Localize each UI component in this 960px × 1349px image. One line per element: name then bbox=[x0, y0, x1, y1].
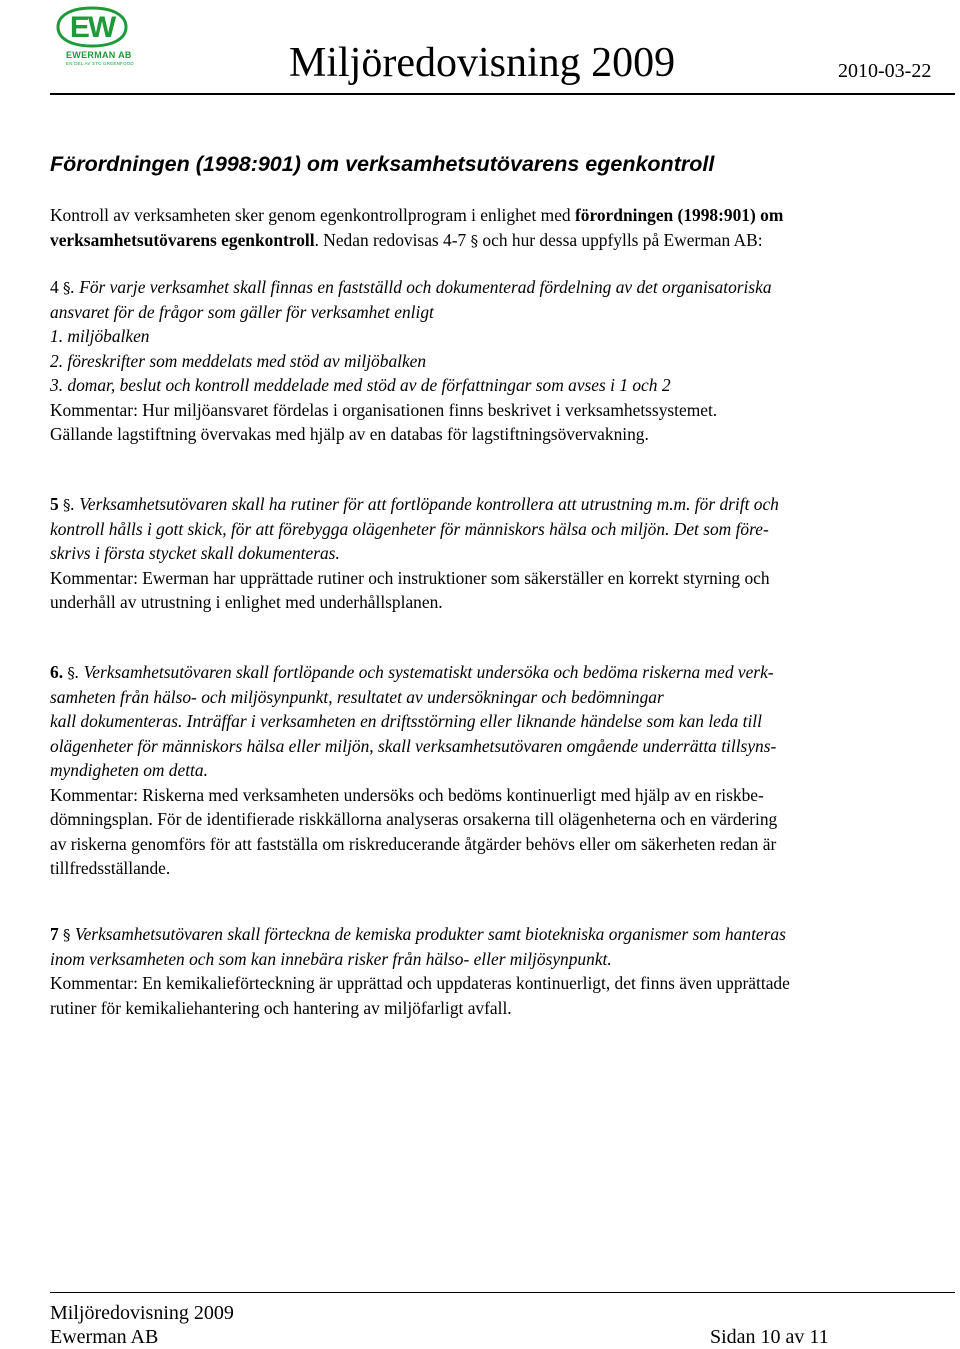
section-7 bbox=[50, 922, 940, 1020]
section-number: 5 bbox=[50, 494, 64, 514]
section-4 bbox=[50, 275, 940, 447]
document-date: 2010-03-22 bbox=[838, 60, 932, 82]
comment: Kommentar: Riskerna med verksamheten undersöks och bedöms kontinuerligt med hjälp av en riskbe- bbox=[50, 784, 764, 805]
section-sign: § bbox=[470, 231, 479, 250]
text-italic: . Verksamhetsutövaren skall fortlöpande och systematiskt undersöka och bedöma riskerna med verk- bbox=[74, 662, 774, 682]
text-italic: Verksamhetsutövaren skall förteckna de kemiska produkter samt biotekniska organismer som hanteras bbox=[70, 924, 786, 944]
section-sign: § bbox=[63, 279, 71, 297]
svg-text:EW: EW bbox=[69, 11, 115, 44]
comment: Gällande lagstiftning övervakas med hjälp av en databas för lagstiftningsövervakning. bbox=[50, 424, 649, 444]
section-heading: Förordningen (1998:901) om verksamhetsutövarens egenkontroll bbox=[50, 152, 715, 176]
text-italic: inom verksamheten och som kan innebära risker från hälso- eller miljösynpunkt. bbox=[50, 948, 612, 969]
header-divider bbox=[50, 93, 955, 95]
list-item: 3. domar, beslut och kontroll meddelade med stöd av de författningar som avses i 1 och 2 bbox=[50, 375, 671, 395]
text-italic: . Verksamhetsutövaren skall ha rutiner för att fortlöpande kontrollera att utrustning m.m. för drift och bbox=[70, 494, 779, 514]
section-number: 7 bbox=[50, 924, 64, 944]
text: och hur dessa uppfylls på Ewerman AB: bbox=[478, 229, 763, 250]
text-italic: kall dokumenteras. Inträffar i verksamheten en driftsstörning eller liknande händelse som kan leda till bbox=[50, 711, 762, 731]
list-item: 2. föreskrifter som meddelats med stöd av miljöbalken bbox=[50, 350, 427, 371]
comment: Kommentar: Hur miljöansvaret fördelas i organisationen finns beskrivet i verksamhetssystemet. bbox=[50, 399, 718, 420]
text: . Nedan redovisas 4-7 bbox=[314, 229, 471, 250]
section-sign: § bbox=[63, 926, 71, 944]
comment: underhåll av utrustning i enlighet med underhållsplanen. bbox=[50, 592, 443, 612]
ew-logo-mark bbox=[52, 4, 132, 50]
text-italic: myndigheten om detta. bbox=[50, 760, 208, 780]
section-sign: § bbox=[67, 664, 75, 682]
text-italic: ansvaret för de frågor som gäller för verksamhet enligt bbox=[50, 301, 434, 322]
comment: Kommentar: Ewerman har upprättade rutiner och instruktioner som säkerställer en korrekt styrning och bbox=[50, 567, 770, 588]
page-number: Sidan 10 av 11 bbox=[710, 1326, 829, 1348]
list-item: 1. miljöbalken bbox=[50, 326, 150, 346]
text-italic: olägenheter för människors hälsa eller miljön, skall verksamhetsutövaren omgående underrätta tillsyns- bbox=[50, 735, 777, 756]
section-6 bbox=[50, 660, 940, 881]
text-italic: . För varje verksamhet skall finnas en fastställd och dokumenterad fördelning av det organisatoriska bbox=[70, 277, 772, 297]
logo-tagline: EN DEL AV STC GREENFOOD bbox=[66, 61, 134, 66]
comment: Kommentar: En kemikalieförteckning är upprättad och uppdateras kontinuerligt, det finns även upprättade bbox=[50, 973, 790, 993]
intro-paragraph bbox=[50, 203, 940, 252]
comment: tillfredsställande. bbox=[50, 858, 171, 878]
footer-title: Miljöredovisning 2009 bbox=[50, 1302, 234, 1324]
ewerman-logo bbox=[52, 4, 148, 78]
footer-company: Ewerman AB bbox=[50, 1326, 159, 1348]
comment: av riskerna genomförs för att fastställa om riskreducerande åtgärder behövs eller om säkerheten redan är bbox=[50, 833, 777, 854]
text-italic: samheten från hälso- och miljösynpunkt, resultatet av undersökningar och bedömningar bbox=[50, 686, 664, 707]
text-bold: förordningen (1998:901) om bbox=[574, 205, 784, 225]
section-number: 6. bbox=[50, 662, 68, 682]
footer-divider bbox=[50, 1292, 955, 1293]
section-number: 4 bbox=[50, 277, 64, 297]
text: Kontroll av verksamheten sker genom egenkontrollprogram i enlighet med bbox=[50, 205, 575, 225]
text-bold: verksamhetsutövarens egenkontroll bbox=[50, 229, 315, 250]
logo-company-text: EWERMAN AB bbox=[66, 50, 132, 60]
document-title: Miljöredovisning 2009 bbox=[289, 40, 676, 86]
text-italic: kontroll hålls i gott skick, för att förebygga olägenheter för människors hälsa och miljön. Det som före- bbox=[50, 518, 769, 539]
text-italic: skrivs i första stycket skall dokumenteras. bbox=[50, 543, 340, 563]
comment: rutiner för kemikaliehantering och hantering av miljöfarligt avfall. bbox=[50, 997, 512, 1018]
comment: dömningsplan. För de identifierade riskkällorna analyseras orsakerna till olägenheterna och en värdering bbox=[50, 809, 778, 829]
section-5 bbox=[50, 492, 940, 615]
section-sign: § bbox=[63, 496, 71, 514]
